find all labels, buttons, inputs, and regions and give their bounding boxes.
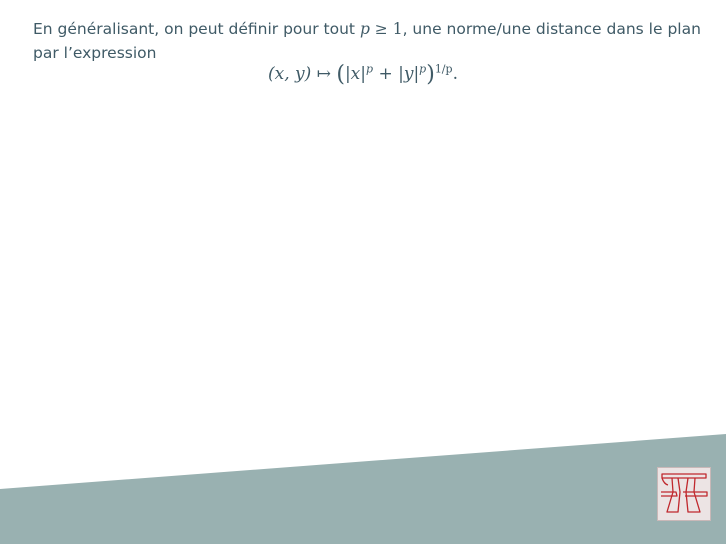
formula-abs-x: |x|: [344, 64, 366, 84]
formula-lhs: (x, y): [268, 64, 312, 84]
formula-outer-exponent: 1/p: [434, 62, 453, 76]
paragraph-text-1: En généralisant, on peut définir pour tout: [33, 20, 360, 38]
formula-exp-p2: p: [419, 62, 427, 76]
relation-ge-1: ≥ 1: [369, 20, 403, 38]
formula-plus: +: [378, 64, 393, 84]
variable-p: p: [359, 20, 370, 38]
formula-close-paren: ): [426, 62, 435, 87]
pi-logo-drawing: [658, 468, 710, 520]
formula-exp-p1: p: [366, 62, 374, 76]
formula-abs-y: |y|: [398, 64, 420, 84]
formula-end: .: [452, 64, 458, 84]
paragraph-text-2: , une norme/une distance dans le plan par l’expression: [33, 20, 701, 62]
formula-open-paren: (: [336, 62, 345, 87]
formula-mapsto: ↦: [316, 64, 331, 84]
footer-band-shape: [0, 434, 726, 544]
pi-logo-icon: [657, 467, 711, 521]
